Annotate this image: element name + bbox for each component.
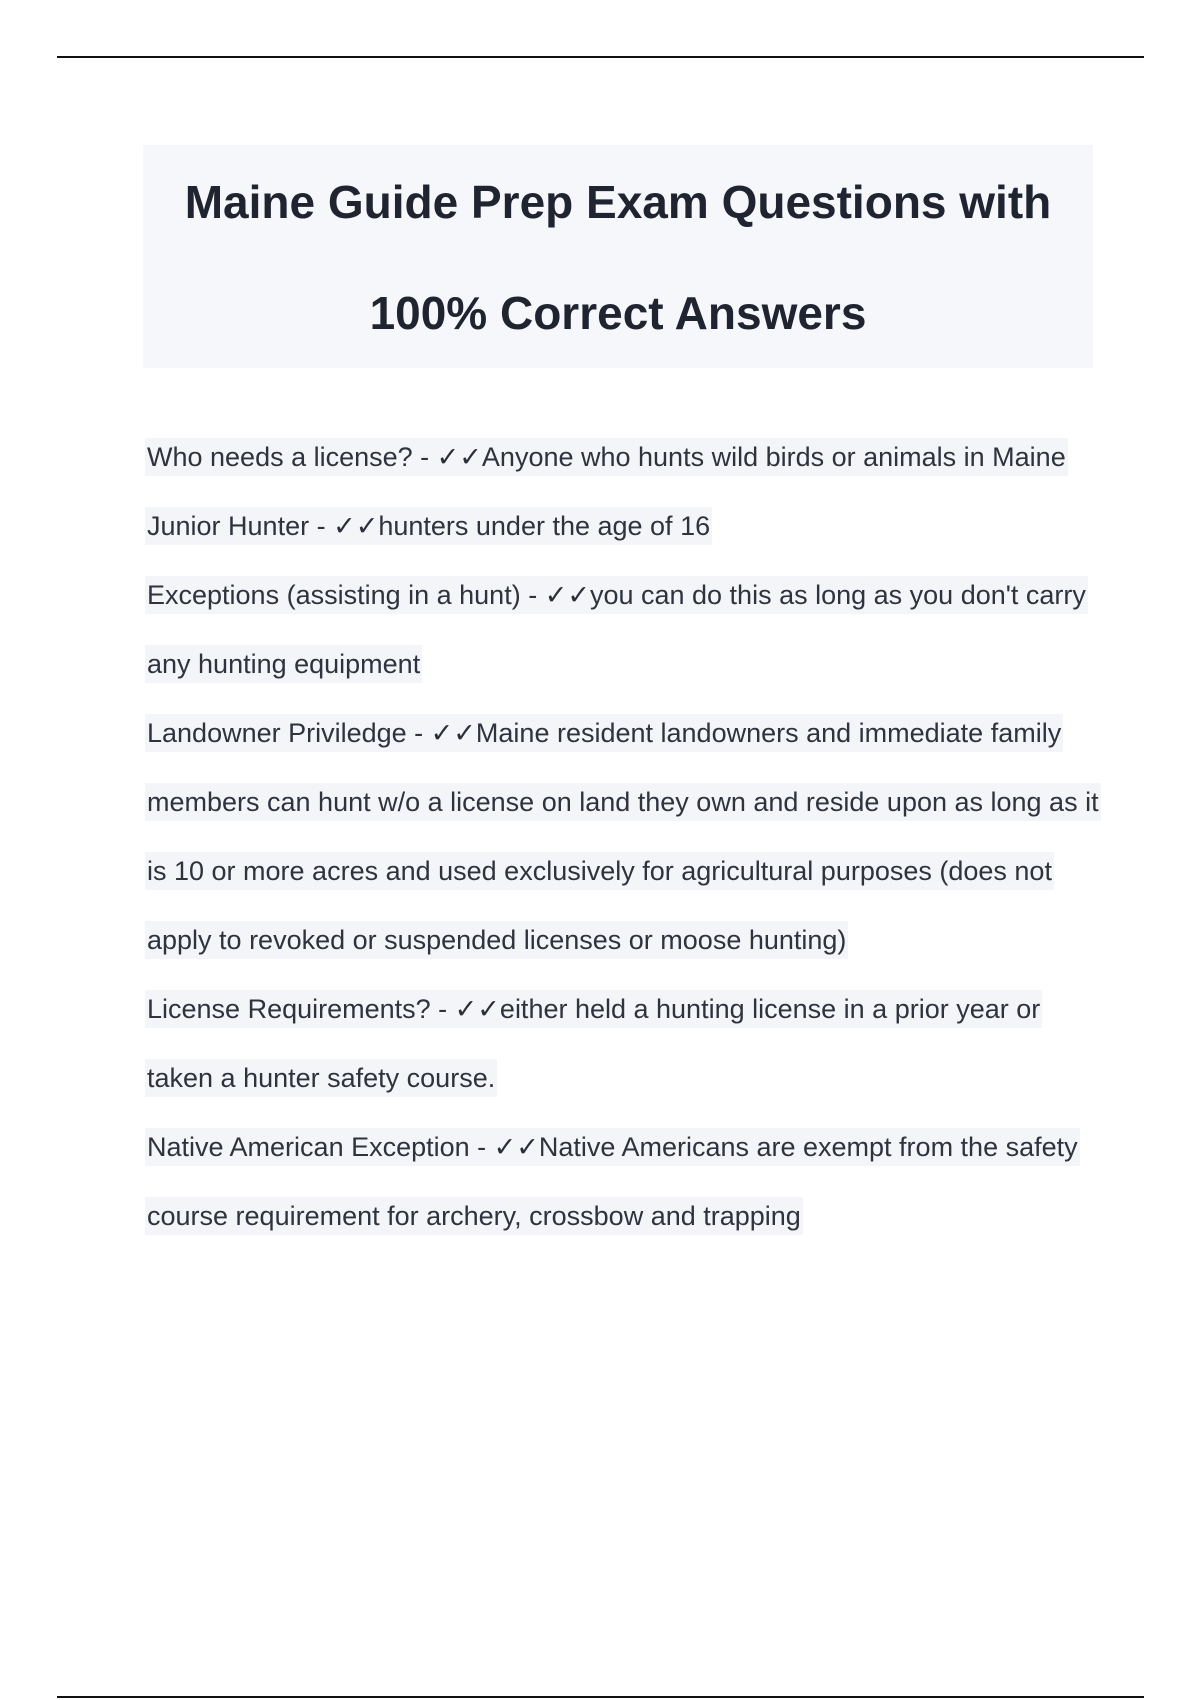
qa-question: Who needs a license? (147, 442, 413, 472)
qa-separator: - (406, 718, 431, 748)
double-check-icon: ✓✓ (436, 442, 482, 472)
qa-item (145, 561, 1105, 699)
qa-item (145, 492, 1105, 561)
title-line-1: Maine Guide Prep Exam Questions with (184, 176, 1052, 228)
double-check-icon: ✓✓ (493, 1132, 539, 1162)
qa-question: Exceptions (assisting in a hunt) (147, 580, 521, 610)
qa-separator: - (430, 994, 455, 1024)
title-box (143, 145, 1093, 368)
qa-question: License Requirements? (147, 994, 431, 1024)
qa-item (145, 699, 1105, 975)
qa-answer: Anyone who hunts wild birds or animals in Maine (481, 442, 1066, 472)
qa-item (145, 423, 1105, 492)
top-rule (57, 56, 1144, 58)
qa-answer: hunters under the age of 16 (378, 511, 711, 541)
qa-list (145, 423, 1105, 1251)
qa-item (145, 975, 1105, 1113)
qa-question: Native American Exception (147, 1132, 470, 1162)
title-line-2: 100% Correct Answers (369, 287, 867, 339)
double-check-icon: ✓✓ (454, 994, 500, 1024)
qa-answer: either held a hunting license in a prior year or taken a hunter safety course. (147, 994, 1041, 1093)
qa-separator: - (412, 442, 437, 472)
qa-separator: - (309, 511, 334, 541)
double-check-icon: ✓✓ (333, 511, 379, 541)
qa-answer: you can do this as long as you don't carry any hunting equipment (147, 580, 1086, 679)
qa-item (145, 1113, 1105, 1251)
double-check-icon: ✓✓ (430, 718, 476, 748)
bottom-rule (57, 1696, 1144, 1698)
double-check-icon: ✓✓ (544, 580, 590, 610)
document-title (143, 145, 1093, 369)
qa-question: Landowner Priviledge (147, 718, 407, 748)
qa-answer: Maine resident landowners and immediate family members can hunt w/o a license on land they own and reside upon as long as it is 10 or more acres and used exclusively for agricultural purposes (does not apply to revoked or suspended licenses or moose hunting) (147, 718, 1099, 955)
qa-answer: Native Americans are exempt from the safety course requirement for archery, crossbow and trapping (147, 1132, 1078, 1231)
qa-separator: - (469, 1132, 494, 1162)
qa-question: Junior Hunter (147, 511, 310, 541)
qa-separator: - (520, 580, 545, 610)
